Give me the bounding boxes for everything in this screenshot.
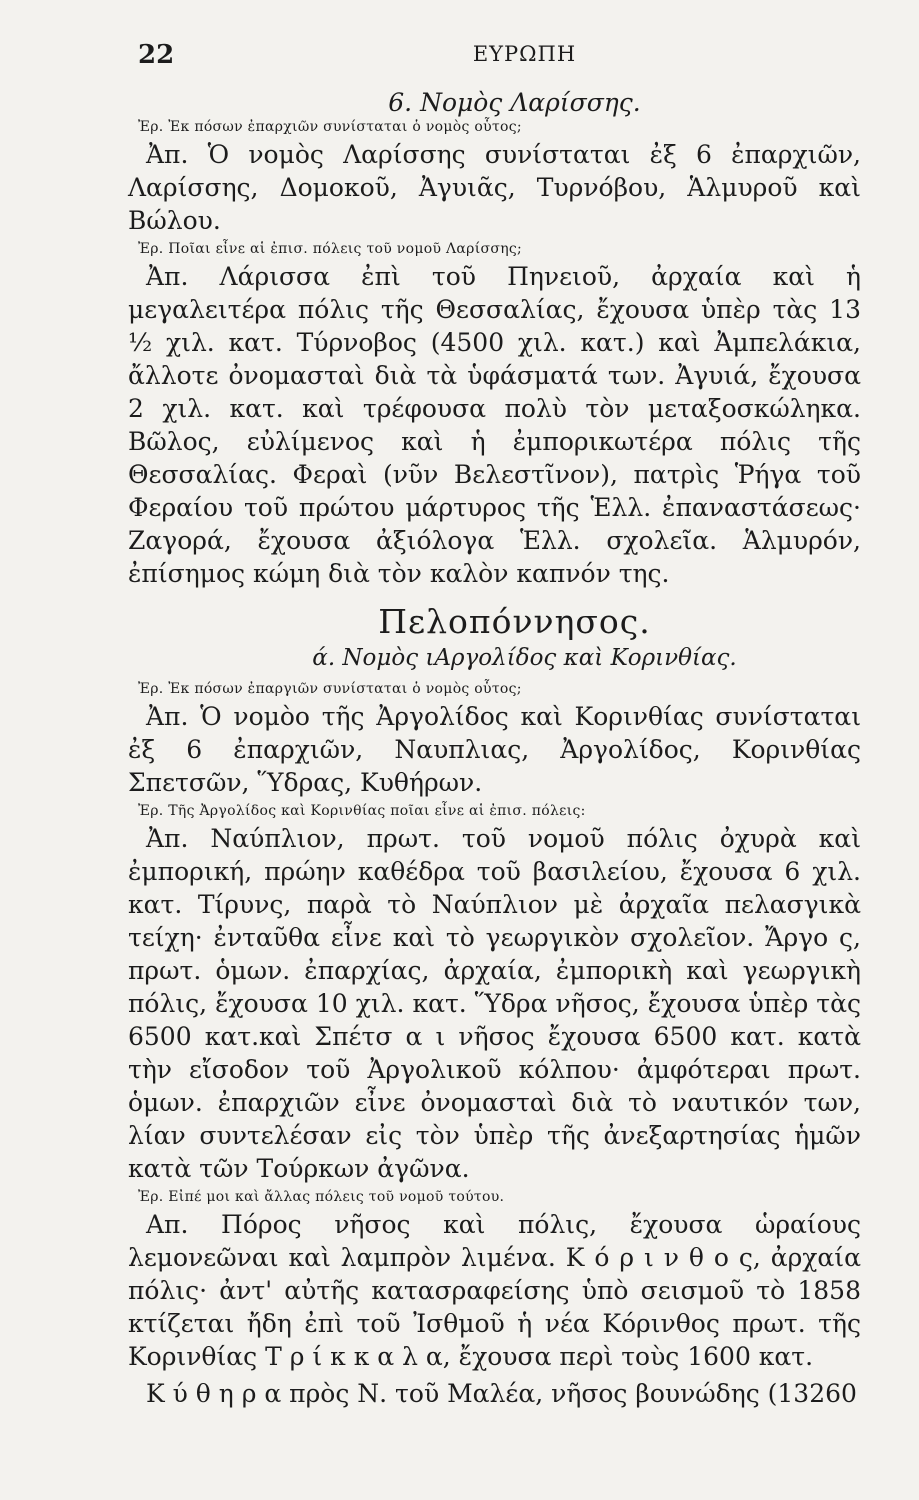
page-header (128, 36, 861, 82)
running-head: ΕΥΡΩΠΗ (472, 42, 577, 66)
answer-2: Ἀπ. Λάρισσα ἐπὶ τοῦ Πηνειοῦ, ἀρχαία καὶ ἡ μεγαλειτέρα πόλις τῆς Θεσσαλίας, ἔχουσα ὑπὲρ τὰς 13 ½ χιλ. κατ. Τύρνοβος (4500 χιλ. κατ.) καὶ Ἀμπελάκια, ἄλλοτε ὀνομασταὶ διὰ τὰ ὑφάσματά των. Ἀγυιά, ἔχουσα 2 χιλ. κατ. καὶ τρέφουσα πολὺ τὸν μεταξοσκώληκα. Βῶλος, εὐλίμενος καὶ ἡ ἐμπορικωτέρα πόλις τῆς Θεσσαλίας. Φεραὶ (νῦν Βελεστῖνον), πατρὶς Ῥήγα τοῦ Φεραίου τοῦ πρώτου μάρτυρος τῆς Ἑλλ. ἐπαναστάσεως· Ζαγορά, ἔχουσα ἀξιόλογα Ἑλλ. σχολεῖα. Ἁλμυρόν, ἐπίσημος κώμη διὰ τὸν καλὸν καπνόν της. (128, 262, 861, 588)
answer-3: Ἀπ. Ὁ νομὸο τῆς Ἀργολίδος καὶ Κορινθίας συνίσταται ἐξ 6 ἐπαρχιῶν, Ναυπλιας, Ἀργολίδος, Κορινθίας Σπετσῶν, Ὕδρας, Κυθήρων. (128, 702, 861, 797)
answer-4: Ἀπ. Ναύπλιον, πρωτ. τοῦ νομοῦ πόλις ὀχυρὰ καὶ ἐμπορική, πρώην καθέδρα τοῦ βασιλείου, ἔχουσα 6 χιλ. κατ. Τίρυνς, παρὰ τὸ Ναύπλιον μὲ ἀρχαῖα πελασγικὰ τείχη· ἐνταῦθα εἶνε καὶ τὸ γεωργικὸν σχολεῖον. Ἄργο ς, πρωτ. ὁμων. ἐπαρχίας, ἀρχαία, ἐμπορικὴ καὶ γεωργικὴ πόλις, ἔχουσα 10 χιλ. κατ. Ὕδρα νῆσος, ἔχουσα ὑπὲρ τὰς 6500 κατ.καὶ Σπέτσ α ι νῆσος ἔχουσα 6500 κατ. κατὰ τὴν εἴσοδον τοῦ Ἀργολικοῦ κόλπου· ἀμφότεραι πρωτ. ὁμων. ἐπαρχιῶν εἶνε ὀνομασταὶ διὰ τὸ ναυτικόν των, λίαν συντελέσαν εἰς τὸν ὑπὲρ τῆς ἀνεξαρτησίας ἡμῶν κατὰ τῶν Τούρκων ἀγῶνα. (128, 824, 861, 1183)
question-1: Ἐρ. Ἐκ πόσων ἐπαρχιῶν συνίσταται ὁ νομὸς οὗτος; (138, 119, 522, 135)
answer-5: Απ. Πόρος νῆσος καὶ πόλις, ἔχουσα ὡραίους λεμονεῶναι καὶ λαμπρὸν λιμένα. Κ ό ρ ι ν θ ο ς, ἀρχαία πόλις· ἀντ' αὐτῆς κατασραφείσης ὑπὸ σεισμοῦ τὸ 1858 κτίζεται ἤδη ἐπὶ τοῦ Ἰσθμοῦ ἡ νέα Κόρινθος πρωτ. τῆς Κορινθίας Τ ρ ί κ κ α λ α, ἔχουσα περὶ τοὺς 1600 κατ. (128, 1210, 861, 1371)
subheading-argolida: ά. Νομὸς ιΑργολίδος καὶ Κορινθίας. (312, 645, 737, 671)
answer-6: Κ ύ θ η ρ α πρὸς Ν. τοῦ Μαλέα, νῆσος βουνώδης (13260 (146, 1379, 857, 1408)
page-number: 22 (138, 40, 175, 70)
question-3: Ἐρ. Ἐκ πόσων ἐπαργιῶν συνίσταται ὁ νομὸς οὗτος; (138, 681, 522, 697)
question-2: Ἐρ. Ποῖαι εἶνε αἱ ἐπισ. πόλεις τοῦ νομοῦ Λαρίσσης; (138, 241, 523, 257)
answer-1: Ἀπ. Ὁ νομὸς Λαρίσσης συνίσταται ἐξ 6 ἐπαρχιῶν, Λαρίσσης, Δομοκοῦ, Ἀγυιᾶς, Τυρνόβου, Ἁλμυροῦ καὶ Βώλου. (128, 140, 861, 235)
question-5: Ἐρ. Εἰπέ μοι καὶ ἄλλας πόλεις τοῦ νομοῦ τούτου. (138, 1189, 505, 1205)
section-heading-larissa: 6. Νομὸς Λαρίσσης. (388, 88, 641, 117)
section-title-peloponnisos: Πελοπόννησος. (378, 602, 651, 641)
question-4: Ἐρ. Τῆς Ἀργολίδος καὶ Κορινθίας ποῖαι εἶνε αἱ ἐπισ. πόλεις: (138, 803, 586, 819)
